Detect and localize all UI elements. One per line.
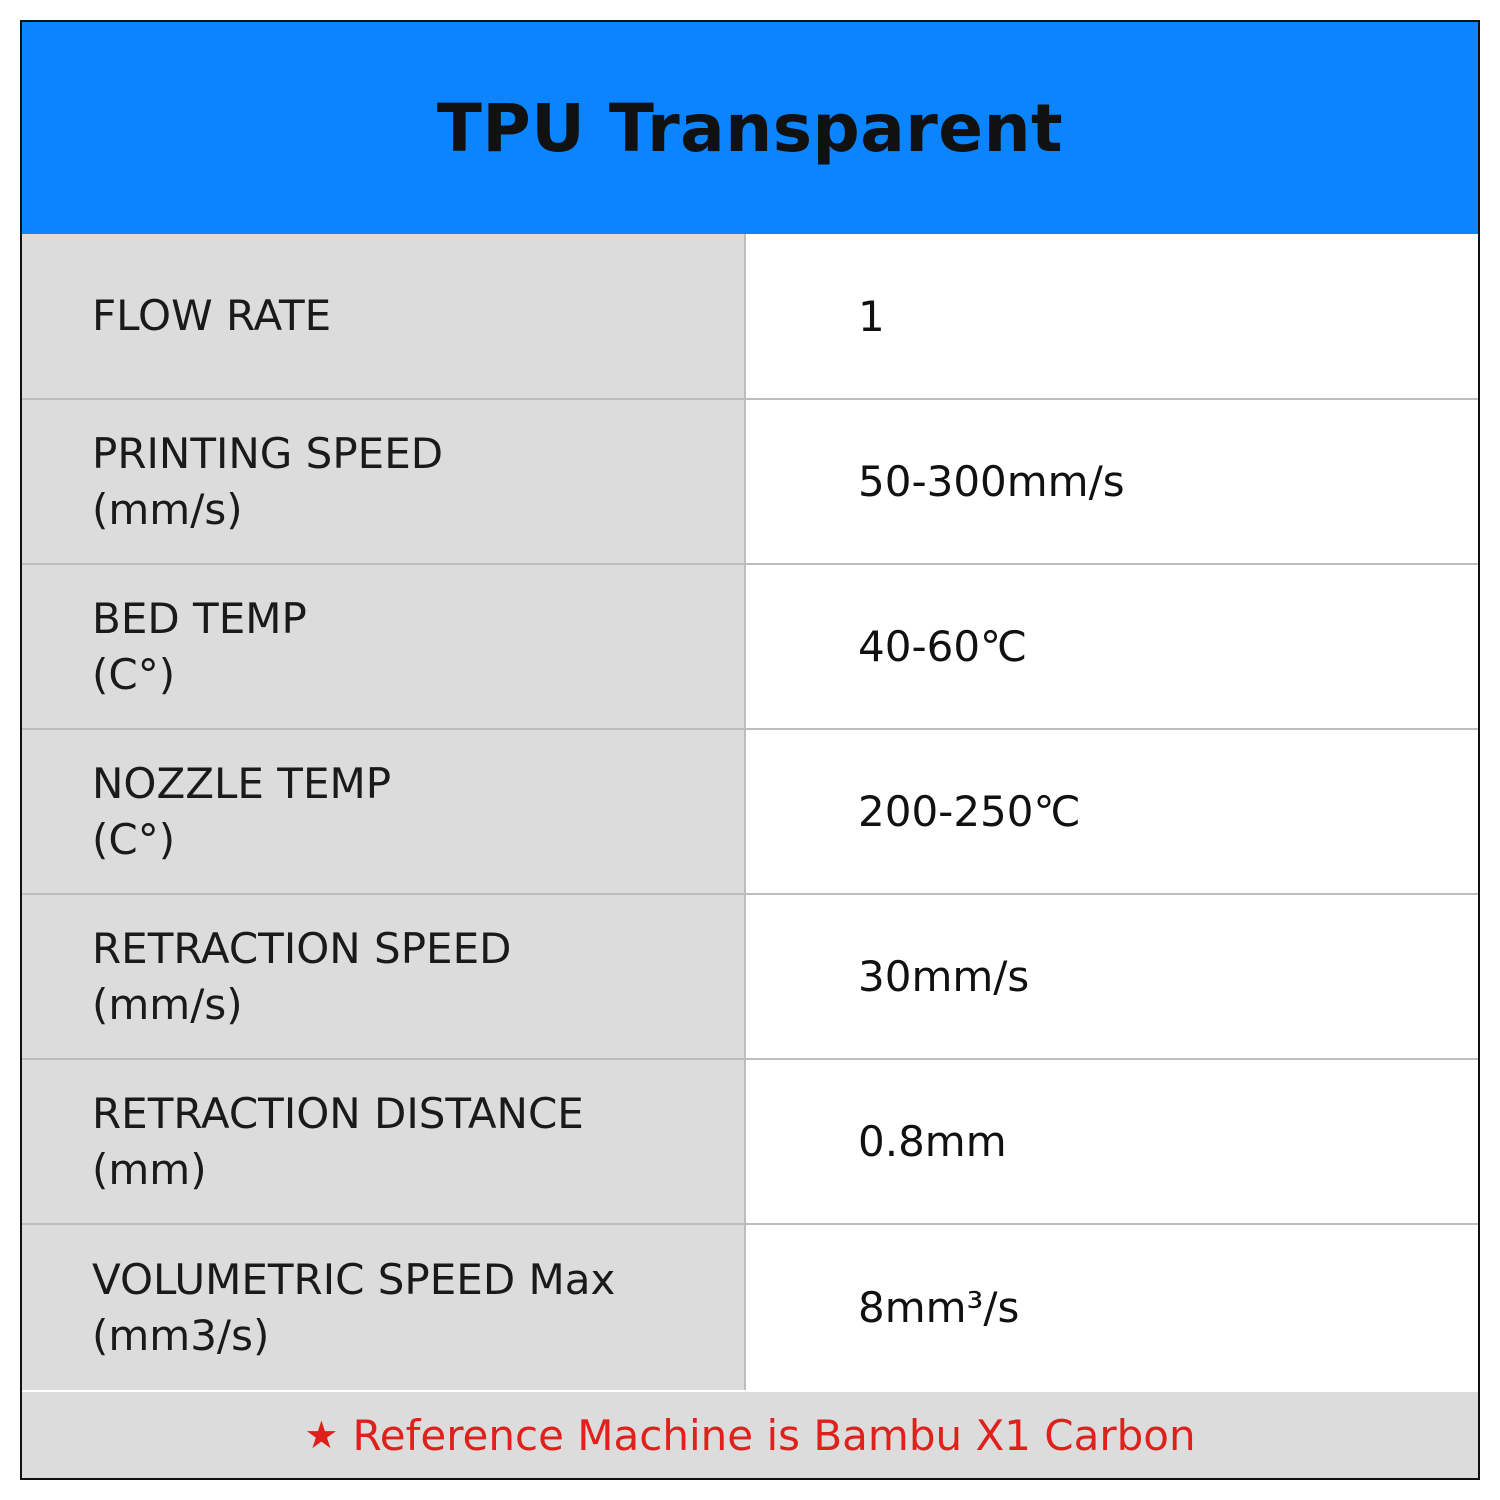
row-label: BED TEMP bbox=[92, 593, 307, 643]
row-label: PRINTING SPEED bbox=[92, 428, 444, 478]
row-label: VOLUMETRIC SPEED Max bbox=[92, 1254, 616, 1304]
row-value: 40-60℃ bbox=[858, 622, 1028, 671]
row-unit: (mm/s) bbox=[92, 979, 243, 1029]
table-row-bed-temp bbox=[22, 565, 1478, 730]
table-row-retraction-distance bbox=[22, 1060, 1478, 1225]
table-row-volumetric-speed bbox=[22, 1225, 1478, 1390]
row-value: 8mm³/s bbox=[858, 1283, 1020, 1332]
header-banner bbox=[22, 22, 1478, 234]
star-icon: ★ bbox=[304, 1413, 339, 1457]
row-label-cell bbox=[22, 730, 746, 893]
row-unit: (mm3/s) bbox=[92, 1310, 270, 1360]
row-unit: (C°) bbox=[92, 649, 176, 699]
table-row-retraction-speed bbox=[22, 895, 1478, 1060]
row-label-cell bbox=[22, 565, 746, 728]
row-value-cell bbox=[746, 400, 1478, 563]
row-value-cell bbox=[746, 730, 1478, 893]
row-label-cell bbox=[22, 400, 746, 563]
spec-table bbox=[22, 234, 1478, 1390]
row-label: NOZZLE TEMP bbox=[92, 758, 392, 808]
row-unit: (C°) bbox=[92, 814, 176, 864]
row-label-cell bbox=[22, 234, 746, 398]
row-label-cell bbox=[22, 1225, 746, 1390]
row-label: RETRACTION DISTANCE bbox=[92, 1088, 584, 1138]
row-value-cell bbox=[746, 1225, 1478, 1390]
table-row-printing-speed bbox=[22, 400, 1478, 565]
row-label-cell bbox=[22, 895, 746, 1058]
table-row-flow-rate bbox=[22, 234, 1478, 400]
page-title: TPU Transparent bbox=[436, 89, 1064, 167]
table-row-nozzle-temp bbox=[22, 730, 1478, 895]
row-value: 30mm/s bbox=[858, 952, 1030, 1001]
row-value: 50-300mm/s bbox=[858, 457, 1125, 506]
row-value: 0.8mm bbox=[858, 1117, 1007, 1166]
row-value-cell bbox=[746, 895, 1478, 1058]
row-unit: (mm/s) bbox=[92, 484, 243, 534]
row-value: 1 bbox=[858, 291, 885, 341]
row-value: 200-250℃ bbox=[858, 787, 1081, 836]
row-label: FLOW RATE bbox=[92, 291, 332, 340]
row-value-cell bbox=[746, 565, 1478, 728]
row-unit: (mm) bbox=[92, 1144, 207, 1194]
row-label-cell bbox=[22, 1060, 746, 1223]
row-value-cell bbox=[746, 1060, 1478, 1223]
reference-note bbox=[22, 1392, 1478, 1478]
spec-card bbox=[20, 20, 1480, 1480]
row-label: RETRACTION SPEED bbox=[92, 923, 512, 973]
reference-note-text: Reference Machine is Bambu X1 Carbon bbox=[352, 1410, 1196, 1460]
row-value-cell bbox=[746, 234, 1478, 398]
